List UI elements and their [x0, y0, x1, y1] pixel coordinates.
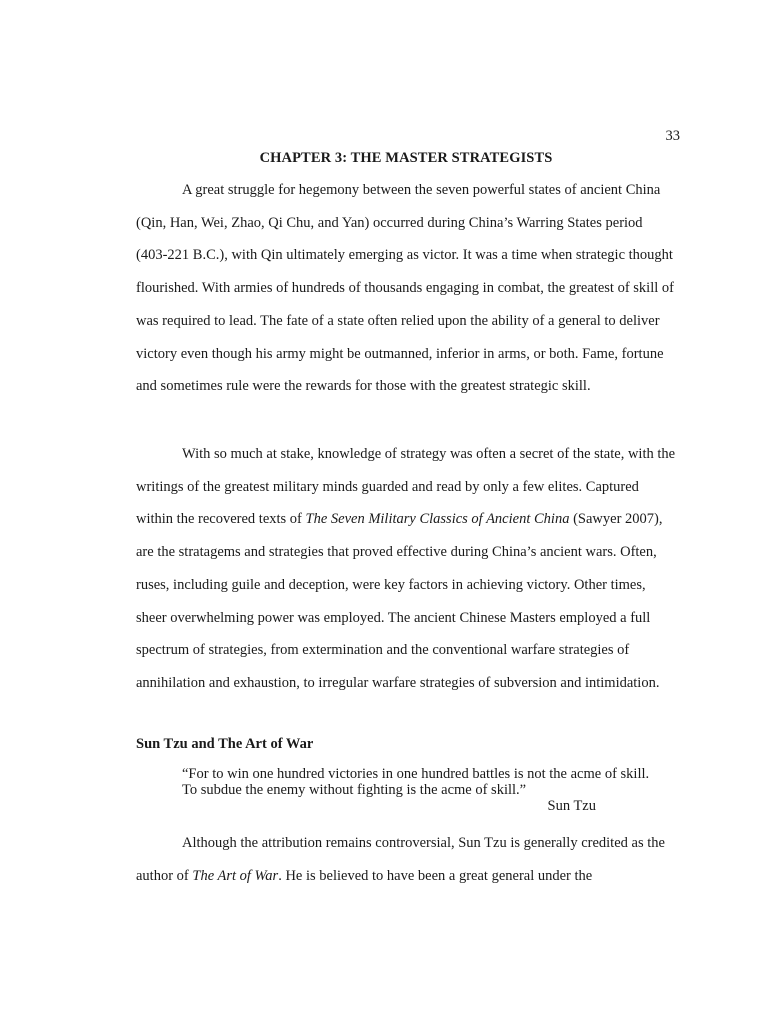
quote-line-1: “For to win one hundred victories in one hundred battles is not the acme of skill.	[182, 766, 650, 782]
book-title-art-of-war: The Art of War	[192, 867, 279, 884]
paragraph-3	[136, 827, 676, 892]
body-text-block-2	[136, 438, 676, 700]
paragraph-3-text-after: . He is believed to have been a great general under the	[278, 867, 593, 884]
body-text-block-3	[136, 827, 676, 892]
quote-line-2: To subdue the enemy without fighting is the acme of skill.”	[182, 782, 527, 798]
page-number: 33	[665, 128, 680, 144]
paragraph-1: A great struggle for hegemony between the seven powerful states of ancient China (Qin, Han, Wei, Zhao, Qi Chu, and Yan) occurred during China’s Warring States period (403-221 B.C.), with Qin ultimately emerging as victor. It was a time when strategic thought flourished. With armies of hundreds of thousands engaging in combat, the greatest of skill of was required to lead. The fate of a state often relied upon the ability of a general to deliver victory even though his army might be outmanned, inferior in arms, or both. Fame, fortune and sometimes rule were the rewards for those with the greatest strategic skill.	[136, 182, 674, 395]
body-text-block-1	[136, 174, 676, 403]
block-quote	[182, 766, 676, 814]
chapter-title: CHAPTER 3: THE MASTER STRATEGISTS	[259, 150, 553, 166]
paragraph-2	[136, 438, 676, 700]
book-title-seven-military-classics: The Seven Military Classics of Ancient China	[305, 511, 570, 528]
paragraph-3-text-before: Although the attribution remains controversial, Sun Tzu is generally credited as the author of	[136, 835, 665, 884]
section-heading: Sun Tzu and The Art of War	[136, 736, 314, 752]
paragraph-2-text-after: (Sawyer 2007), are the stratagems and strategies that proved effective during China’s ancient wars. Often, ruses, including guile and deception, were key factors in achieving victory. Other times, sheer overwhelming power was employed. The ancient Chinese Masters employed a full spectrum of strategies, from extermination and the conventional warfare strategies of annihilation and exhaustion, to irregular warfare strategies of subversion and intimidation.	[136, 511, 663, 691]
paragraph-2-text-before: With so much at stake, knowledge of strategy was often a secret of the state, with the writings of the greatest military minds guarded and read by only a few elites. Captured within the recovered texts of	[136, 446, 676, 528]
quote-attribution: Sun Tzu	[547, 798, 596, 814]
